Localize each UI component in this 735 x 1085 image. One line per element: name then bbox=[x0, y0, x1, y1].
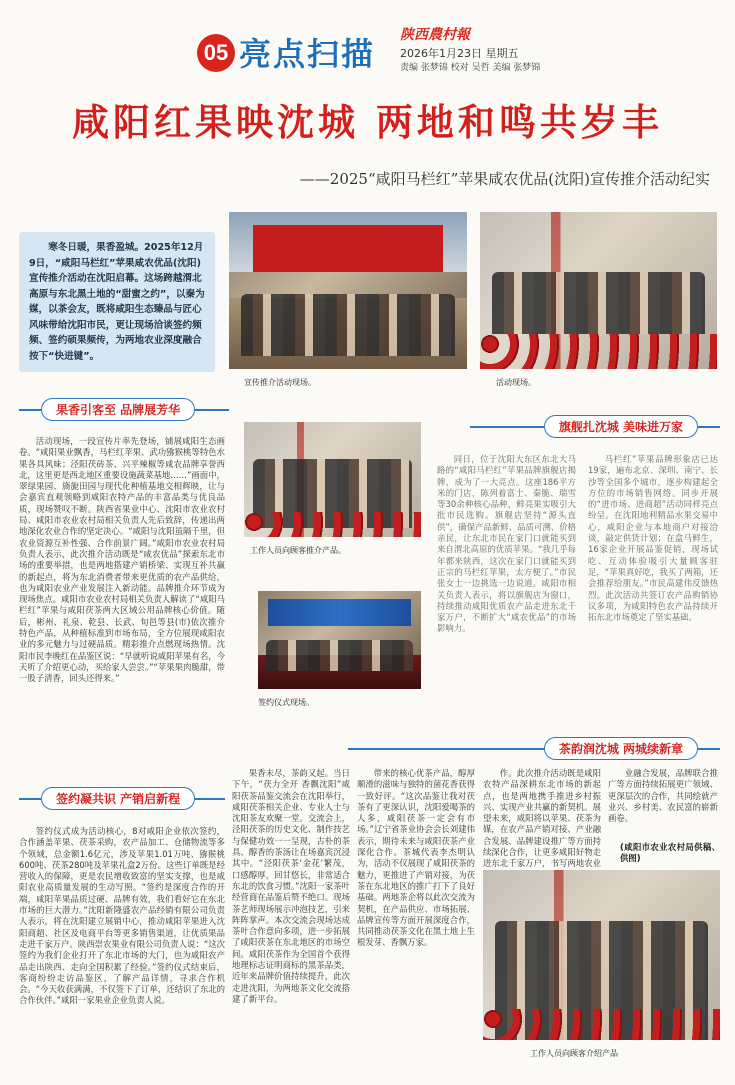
section-rule bbox=[470, 426, 544, 428]
section-rule bbox=[698, 748, 720, 750]
section-title-2: 旗舰扎沈城 美味进万家 bbox=[544, 415, 698, 438]
photo-caption-5: 工作人员向顾客介绍产品 bbox=[530, 1049, 618, 1058]
paper-logo: 陕西農村報 bbox=[400, 27, 470, 43]
section-title-3: 茶韵润沈城 两城续新章 bbox=[544, 737, 698, 760]
photo-caption-2: 活动现场。 bbox=[496, 378, 536, 387]
photo-activity-site bbox=[480, 212, 717, 369]
section-name: 亮点扫描 bbox=[239, 35, 376, 73]
photo-staff-introduce bbox=[483, 870, 720, 1040]
photo-promotion-event bbox=[229, 212, 467, 369]
issue-number-badge bbox=[197, 34, 235, 72]
section-rule bbox=[348, 748, 544, 750]
section-head-1 bbox=[19, 398, 229, 421]
article-column-6 bbox=[357, 768, 475, 1080]
article-credit: (咸阳市农业农村局供稿、供图) bbox=[620, 842, 720, 864]
photo-apple-display bbox=[480, 334, 717, 369]
main-headline: 咸阳红果映沈城 两地和鸣共岁丰 bbox=[72, 100, 663, 144]
article-text: 马栏红”苹果品牌形象店已达19家，遍布北京、深圳、南宁、长沙等全国多个城市，逐步构建起全方位的市场销售网络。同步开展的“进市场、进商超”活动同样亮点纷呈。在沈阳地利精品水果交易中心，咸阳企业与本地商户对接洽谈，敲定供货计划；在盒马鲜生，16家企业开展品鉴促销，现场试吃、互动体验吸引大量顾客驻足，“苹果真好吃，我买了两箱，还会推荐给朋友。”市民高建伟反馈热烈。此次活动共签订农产品购销协议多项，为咸阳特色农产品持续开拓东北市场奠定了坚实基础。 bbox=[588, 454, 718, 623]
article-text: 作。此次推介活动既是咸阳农特产品深耕东北市场的新起点，也是两地携手推进乡村振兴、实现产业共赢的新契机。展望未来，咸阳将以苹果、茯茶为媒，在农产品产销对接、产业融合发展、品牌建设推广等方面持续深化合作，让更多咸阳好物走进东北千家万户，书写两地农业 bbox=[483, 768, 601, 869]
photo-audience bbox=[241, 294, 455, 357]
issue-date: 2026年1月23日 星期五 bbox=[400, 47, 519, 60]
photo-signing-ceremony bbox=[258, 591, 421, 689]
article-text: 签约仪式成为活动核心，8对咸阳企业依次签约，合作涵盖苹果、茯茶采购，农产品加工、仓储物流等多个领域，总金额1.6亿元，涉及苹果1.01万吨、猕猴桃600吨、茯茶280吨及苹果礼盒2万份。这些订单既是经营收入的保障，更是农民增收致富的坚实支撑，也是咸阳农业高质量发展的生动写照。“签约是深度合作的开端，咸阳苹果品质过硬、品牌有效，我们看好它在东北市场的巨大潜力。”沈阳新隆盛农产品经销有限公司负责人表示，将在沈阳建立展销中心，推动咸阳苹果进入沈阳商超、社区及电商平台等更多销售渠道，让优质果品走进千家万户。陕西崇农果业有限公司负责人说：“这次签约为我们企业打开了东北市场的大门，也为咸阳农产品走出陕西、走向全国积累了经验。”签约仪式结束后，客商纷纷走访品鉴区，了解产品详情，寻求合作机会。“今天收获满满，不仅签下了订单，还结识了东北的合作伙伴。”咸阳一家果业企业负责人说。 bbox=[19, 826, 225, 1006]
photo-stage-screen bbox=[268, 599, 411, 626]
photo-signers bbox=[266, 640, 413, 671]
photo-caption-1: 宣传推介活动现场。 bbox=[244, 378, 316, 387]
article-column-8 bbox=[608, 768, 718, 840]
section-head-4 bbox=[19, 787, 225, 810]
photo-caption-4: 签约仪式现场。 bbox=[258, 698, 314, 707]
section-rule bbox=[195, 798, 225, 800]
photo-staff-recommend bbox=[244, 422, 421, 537]
photo-stage-banner bbox=[253, 225, 443, 272]
issue-number: 05 bbox=[203, 40, 229, 65]
staff-credits: 责编 张梦锦 校对 吴哲 美编 张梦锦 bbox=[400, 63, 541, 73]
article-column-7 bbox=[483, 768, 601, 869]
photo-apple-boxes bbox=[244, 512, 421, 537]
photo-visitors bbox=[492, 272, 705, 335]
section-title-1: 果香引客至 品牌展芳华 bbox=[41, 398, 195, 421]
section-rule bbox=[698, 426, 720, 428]
section-title-4: 签约凝共识 产销启新程 bbox=[41, 787, 195, 810]
photo-apple-display bbox=[483, 1009, 720, 1040]
article-text: 带来的核心优茶产品，醇厚顺滑的滋味与独特的菌花香获得一致好评。“这次品鉴让我对茯茶有了更深认识，沈阳爱喝茶的人多，咸阳茯茶一定会有市场。”辽宁省茶业协会会长刘建伟表示，期待未来与咸阳茯茶产业深化合作。茶城代表李杰明认为，活动不仅展现了咸阳茯茶的魅力，更推进了产销对接，为茯茶在东北地区的推广打下了良好基础。两地茶企将以此次交流为契机，在产品供应、市场拓展、品牌宣传等方面开展深度合作，共同推动茯茶文化在黑土地上生根发芽、香飘万家。 bbox=[357, 768, 475, 948]
section-rule bbox=[19, 409, 41, 411]
lead-paragraph: 寒冬日暖，果香盈城。2025年12月9日，“咸阳马栏红”苹果咸农优品(沈阳)宣传推介活动在沈阳启幕。这场跨越渭北高原与东北黑土地的“甜蜜之约”，以秦为媒，以茶会友，既将咸阳生态臻品与匠心风味带给沈阳市民，更让现场洽谈签约频频、签约硕果频传，为两地农业深度融合按下“快进键”。 bbox=[19, 232, 215, 372]
article-text: 业融合发展，品牌联合推广等方面持续拓展更广领域、更深层次的合作，共同绘就产业兴、乡村美、农民富的崭新画卷。 bbox=[608, 768, 718, 824]
article-text: 同日，位于沈阳大东区东北大马路的“咸阳马栏红”苹果品牌旗舰店揭牌，成为了一大亮点。这座186平方米的门店，陈列着富士、秦脆、瑞雪等30余种核心品种，鲜亮果实吸引大批市民选购。旗舰店坚持“源头直供”，确保产品新鲜、品质可溯、价格亲民，让东北市民在家门口就能买到来自渭北高原的优质苹果。“我几乎每年都来陕西，这次在家门口就能买到正宗的马栏红苹果，太方便了。”市民张女士一边挑选一边说道。咸阳市相关负责人表示，将以旗舰店为窗口，持续推动咸阳优质农产品走进东北千家万户，不断扩大“咸农优品”的市场影响力。 bbox=[437, 454, 576, 634]
section-head-3 bbox=[348, 737, 720, 760]
article-column-4 bbox=[19, 826, 225, 1080]
sub-headline: ——2025“咸阳马栏红”苹果咸农优品(沈阳)宣传推介活动纪实 bbox=[299, 170, 710, 188]
article-column-3 bbox=[588, 454, 718, 746]
article-text: 活动现场，一段宣传片率先登场，铺展咸阳生态画卷。“咸阳果业飘香，马栏红苹果、武功猕猴桃等特色水果各具风味；泾阳茯砖茶、兴平辣椒等咸农品牌享誉西北，这里更是西北地区重要设施蔬菜基地……”画面中，翠绿果园、旖旎田园与现代化种植基地交相辉映，让与会嘉宾直观领略到咸阳农特产品的丰富品类与优良品质，现场赞叹不断。陕西省果业中心、沈阳市农业农村局、咸阳市农业农村局相关负责人先后致辞，传递出两地深化农业合作的坚定决心。“咸阳与沈阳虽隔千里，但农业资源互补性强、合作前景广阔。”咸阳市农业农村局负责人表示，此次推介活动既是“咸农优品”探索东北市场的重要举措，也是两地搭建产销桥梁、实现互补共赢的新起点，将为东北消费者带来更优质的农产品供给，也为咸阳农业产业发展注入新动能。品牌推介环节成为现场焦点。咸阳市农业农村局相关负责人解读了“咸阳马栏红”苹果与咸阳茯茶两大区域公用品牌核心价值。随后，彬州、礼泉、乾县、长武、旬邑等县(市)依次推介特色产品，从种植标准到市场布局，全方位展现咸阳农业的多元魅力与过硬品质。精彩推介点燃现场热情。沈阳市民李晚红在品鉴区说：“早就听说咸阳苹果有名，今天听了介绍更心动，买给家人尝尝。”“苹果果肉脆甜，带一股子清香，回头还得来。” bbox=[19, 436, 225, 684]
section-rule bbox=[195, 409, 229, 411]
article-text: 果香未尽，茶韵又起。当日下午，“茯力全开 香飘沈阳”咸阳茯茶品鉴交流会在沈阳举行，咸阳茯茶相关企业、专业人士与沈阳茶友欢聚一堂。交流会上，泾阳茯茶的历史文化、制作技艺与保健功效一一呈现，古朴的茶具、醇香的茶汤让在场嘉宾沉浸其中。“泾阳茯茶‘金花’繁茂，口感醇厚，回甘悠长，非常适合东北的饮食习惯。”沈阳一家茶叶经营商在品鉴后赞不绝口。现场茶艺师现场展示冲泡技艺，引来阵阵掌声。本次交流会现场达成茶叶合作意向多项，进一步拓展了咸阳茯茶在东北地区的市场空间。咸阳茯茶作为全国首个获得地理标志证明商标的黑茶品类，近年来品牌价值持续提升，此次走进沈阳，为两地茶文化交流搭建了新平台。 bbox=[232, 768, 350, 1004]
article-column-5 bbox=[232, 768, 350, 1080]
article-column-2 bbox=[437, 454, 576, 746]
photo-caption-3: 工作人员向顾客推介产品。 bbox=[250, 546, 346, 555]
section-head-2 bbox=[470, 415, 720, 438]
article-column-1 bbox=[19, 436, 225, 762]
section-rule bbox=[19, 798, 41, 800]
